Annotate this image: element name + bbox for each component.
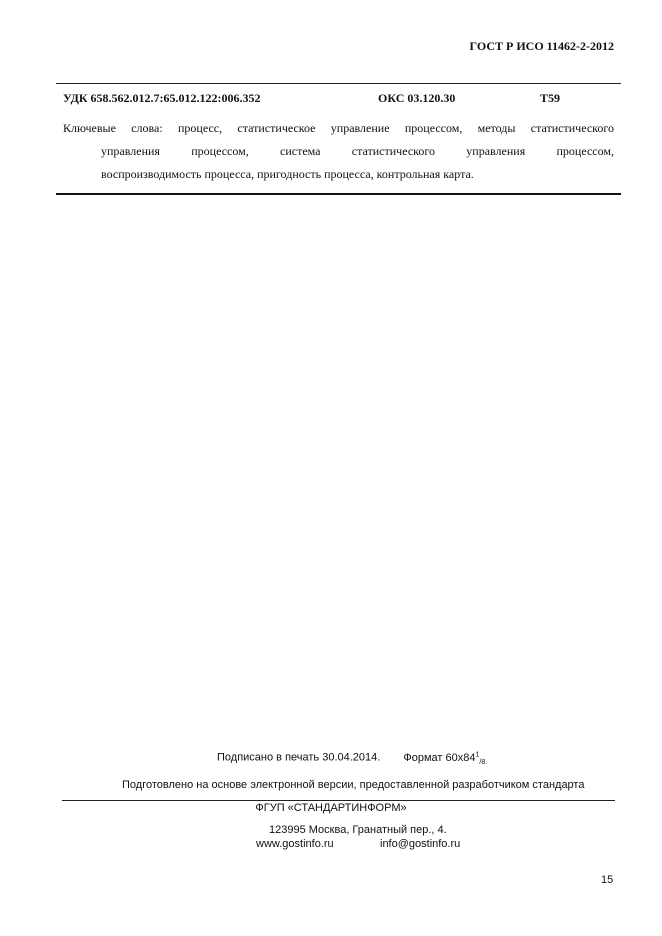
publisher-website[interactable]: www.gostinfo.ru [256, 838, 334, 850]
imprint-divider [62, 800, 615, 801]
header-divider [56, 83, 621, 84]
signed-line [217, 751, 487, 766]
keywords-line-3: воспроизводимость процесса, пригодность процесса, контрольная карта. [101, 167, 474, 181]
publisher-address: 123995 Москва, Гранатный пер., 4. [269, 824, 447, 836]
standard-code: ГОСТ Р ИСО 11462-2-2012 [469, 39, 614, 53]
keywords-line-1: Ключевые слова: процесс, статистическое управление процессом, методы статистического [63, 121, 614, 135]
page-number: 15 [601, 874, 614, 886]
oks-code: ОКС 03.120.30 [378, 91, 456, 105]
publisher-name: ФГУП «СТАНДАРТИНФОРМ» [255, 802, 407, 814]
prepared-note: Подготовлено на основе электронной версии, предоставленной разработчиком стандарта [122, 779, 585, 791]
signed-date: Подписано в печать 30.04.2014. [217, 751, 381, 764]
paper-format: Формат $60x84^1_{/8.}$ [403, 751, 488, 766]
keywords-line-2: управления процессом, система статистического управления процессом, [101, 144, 614, 158]
classification-code: T59 [540, 91, 561, 105]
udk-code: УДК 658.562.012.7:65.012.122:006.352 [63, 91, 261, 105]
keywords-divider [56, 193, 621, 195]
keywords-block [63, 117, 614, 186]
publisher-email[interactable]: info@gostinfo.ru [380, 838, 461, 850]
